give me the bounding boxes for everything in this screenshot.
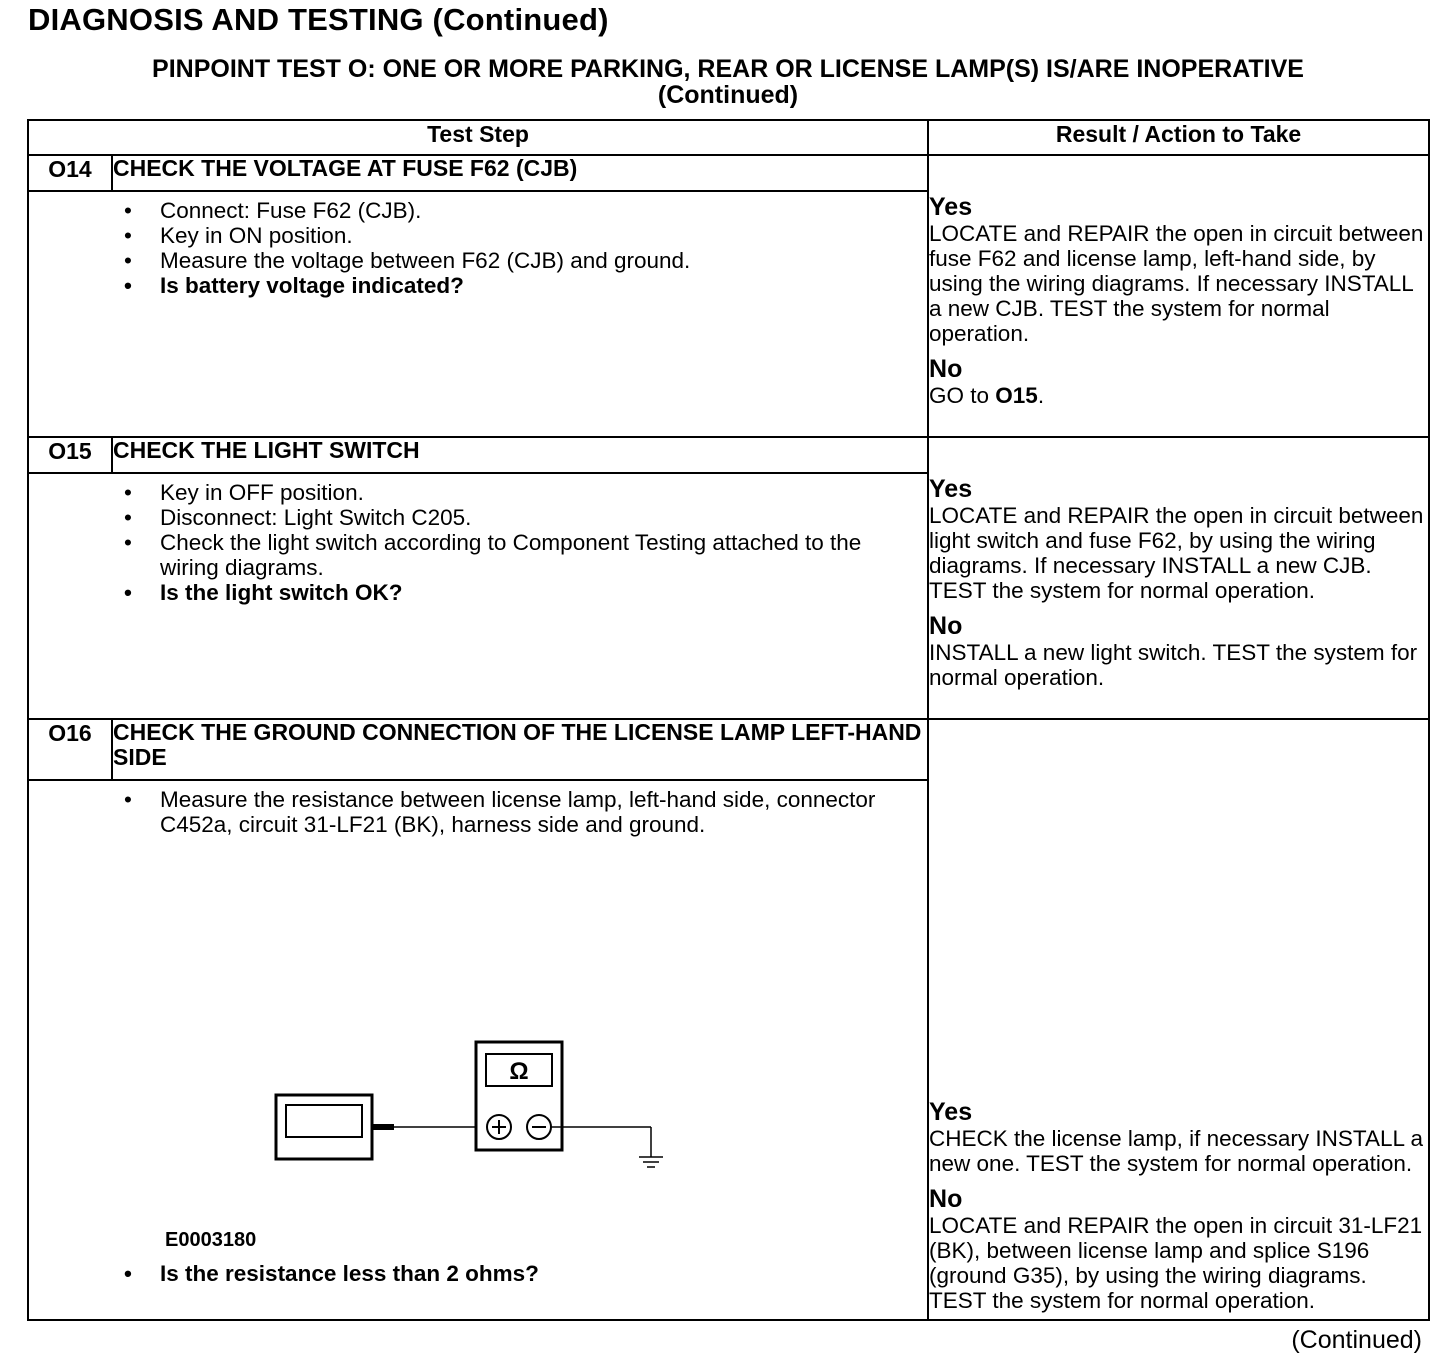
no-action-text: LOCATE and REPAIR the open in circuit 31-LF21 (BK), between license lamp and splice S196 (ground G35), by using the wiring diagrams. TEST the system for normal operation. [929,1213,1423,1313]
no-label: No [929,1185,963,1213]
step-question: • Is the light switch OK? [160,580,917,605]
no-action-text: GO to O15. [929,383,1045,408]
list-item: • Measure the voltage between F62 (CJB) and ground. [160,248,917,273]
goto-step-link: O15 [995,383,1038,408]
continued-footer: (Continued) [1291,1326,1422,1354]
resistance-measurement-diagram [29,837,927,1257]
no-label: No [929,355,963,383]
pinpoint-title-line1: PINPOINT TEST O: ONE OR MORE PARKING, REAR OR LICENSE LAMP(S) IS/ARE INOPERATIVE [152,55,1304,83]
test-steps-table [27,119,1430,1321]
no-label: No [929,612,963,640]
step-body-o14 [28,191,928,437]
yes-label: Yes [929,193,973,221]
yes-action-text: LOCATE and REPAIR the open in circuit between fuse F62 and license lamp, left-hand side, by using the wiring diagrams. If necessary INSTALL a new CJB. TEST the system for normal operation. [929,221,1424,346]
step-title-o14: CHECK THE VOLTAGE AT FUSE F62 (CJB) [112,155,928,191]
lamp-lens-icon [286,1105,362,1137]
ohm-symbol: Ω [509,1058,529,1085]
step-body-o15 [28,473,928,719]
step-title-o16: CHECK THE GROUND CONNECTION OF THE LICENSE LAMP LEFT-HAND SIDE [112,719,928,780]
step-id-o15: O15 [28,437,112,473]
diagram-svg [29,837,929,1257]
list-item: • Measure the resistance between license lamp, left-hand side, connector C452a, circuit 31-LF21 (BK), harness side and ground. [160,787,917,837]
yes-action-text: CHECK the license lamp, if necessary INSTALL a new one. TEST the system for normal operation. [929,1126,1423,1176]
list-item: • Check the light switch according to Component Testing attached to the wiring diagrams. [160,530,917,580]
step-question: • Is battery voltage indicated? [160,273,917,298]
result-o16 [928,719,1429,1320]
yes-action-text: LOCATE and REPAIR the open in circuit between light switch and fuse F62, by using the wiring diagrams. If necessary INSTALL a new CJB. TEST the system for normal operation. [929,503,1424,603]
pinpoint-test-title [28,56,1428,108]
step-body-o16 [28,780,928,1320]
step-id-o14: O14 [28,155,112,191]
result-o15 [928,437,1429,719]
pinpoint-title-line2: (Continued) [657,81,799,109]
list-item: • Key in OFF position. [160,480,917,505]
list-item: • Disconnect: Light Switch C205. [160,505,917,530]
column-header-result: Result / Action to Take [928,120,1429,155]
figure-id: E0003180 [165,1229,257,1251]
step-id-o16: O16 [28,719,112,780]
list-item: • Connect: Fuse F62 (CJB). [160,198,917,223]
step-title-o15: CHECK THE LIGHT SWITCH [112,437,928,473]
yes-label: Yes [929,1098,973,1126]
result-o14 [928,155,1429,437]
no-action-text: INSTALL a new light switch. TEST the system for normal operation. [929,640,1418,690]
step-question: • Is the resistance less than 2 ohms? [160,1261,917,1286]
column-header-test-step: Test Step [28,120,928,155]
ground-symbol-icon [639,1157,663,1167]
yes-label: Yes [929,475,973,503]
list-item: • Key in ON position. [160,223,917,248]
connector-pin-icon [372,1124,394,1130]
page-title: DIAGNOSIS AND TESTING (Continued) [28,2,609,37]
